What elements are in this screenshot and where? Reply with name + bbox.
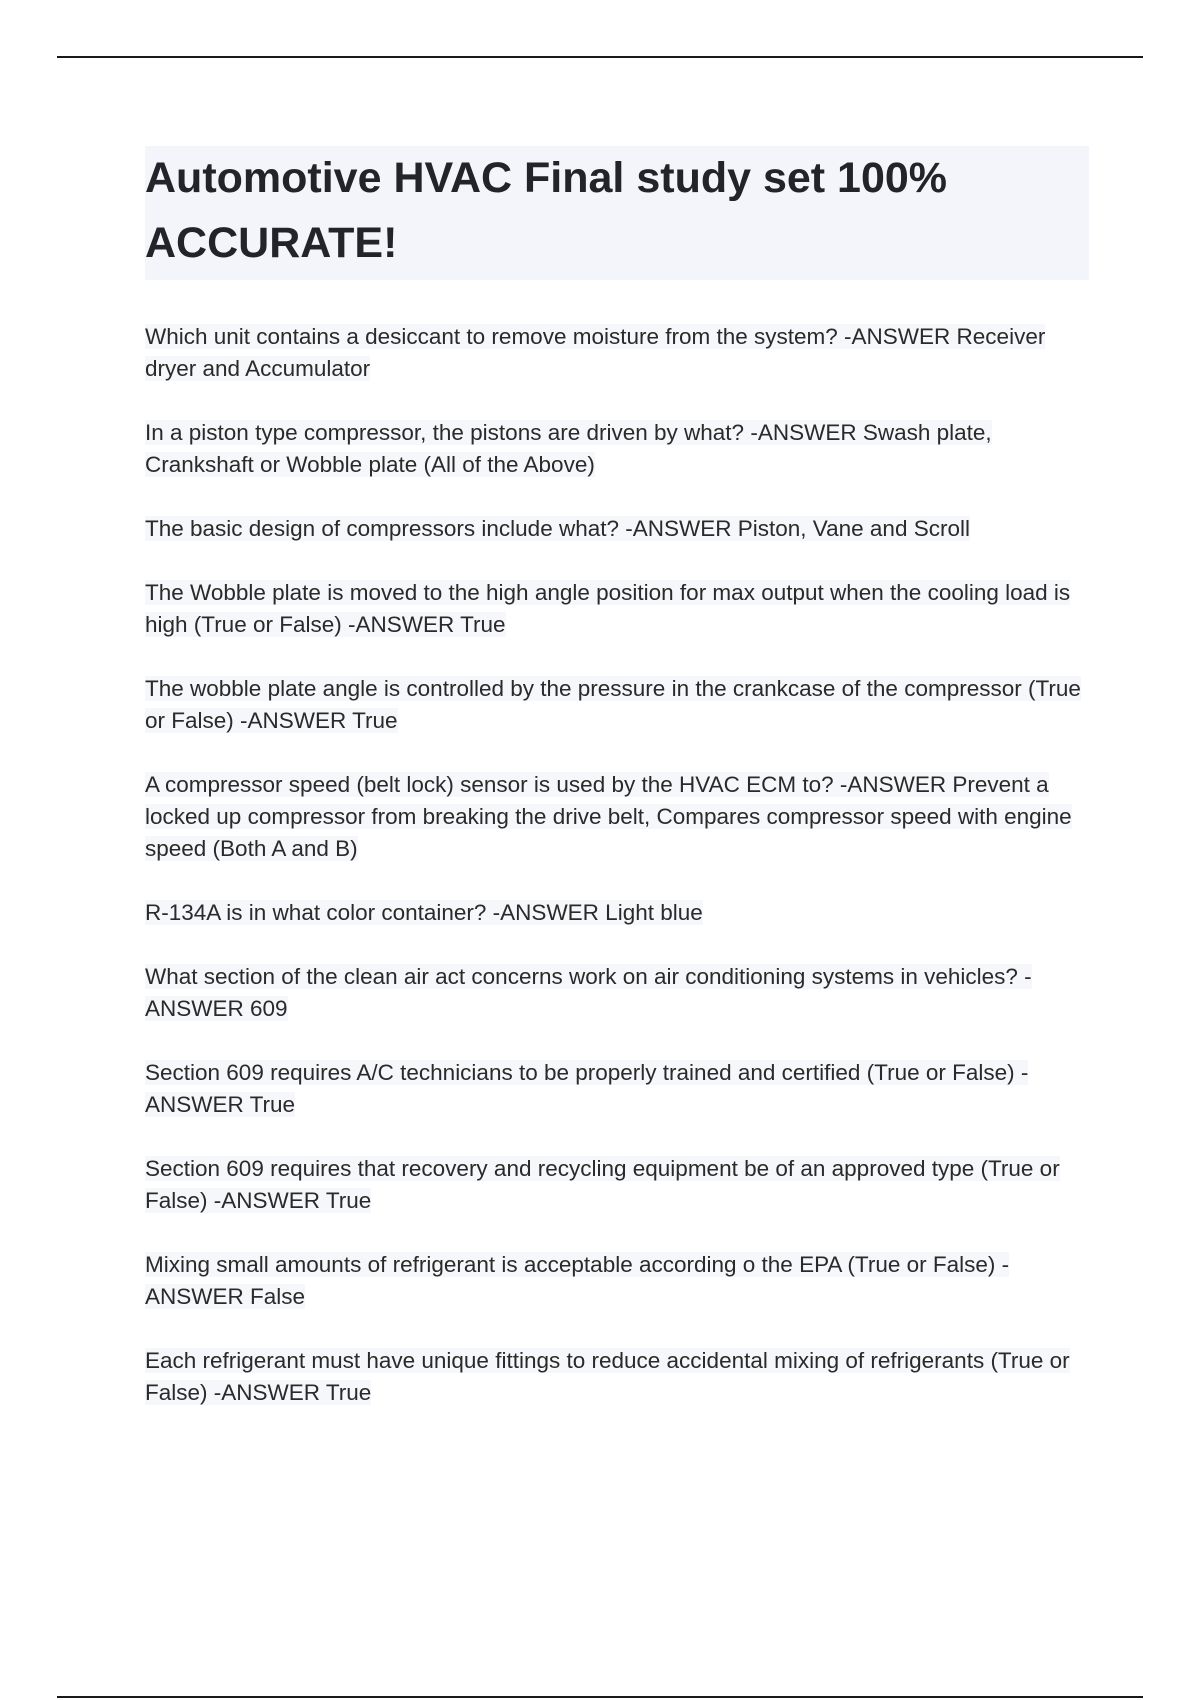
qa-text: Section 609 requires that recovery and recycling equipment be of an approved type (True or False) -ANSWER True bbox=[145, 1156, 1060, 1213]
qa-item bbox=[145, 673, 1089, 737]
document-title: Automotive HVAC Final study set 100% ACCURATE! bbox=[145, 146, 1089, 280]
top-rule bbox=[57, 56, 1143, 58]
qa-text: Which unit contains a desiccant to remove moisture from the system? -ANSWER Receiver dryer and Accumulator bbox=[145, 324, 1046, 381]
qa-text: R-134A is in what color container? -ANSWER Light blue bbox=[145, 900, 703, 925]
document-body bbox=[145, 146, 1089, 1441]
qa-item bbox=[145, 321, 1089, 385]
qa-text: The wobble plate angle is controlled by the pressure in the crankcase of the compressor (True or False) -ANSWER True bbox=[145, 676, 1081, 733]
qa-text: The Wobble plate is moved to the high angle position for max output when the cooling load is high (True or False) -ANSWER True bbox=[145, 580, 1071, 637]
qa-text: What section of the clean air act concerns work on air conditioning systems in vehicles? -ANSWER 609 bbox=[145, 964, 1032, 1021]
qa-text: Mixing small amounts of refrigerant is acceptable according o the EPA (True or False) -ANSWER False bbox=[145, 1252, 1010, 1309]
qa-item bbox=[145, 961, 1089, 1025]
qa-item bbox=[145, 1057, 1089, 1121]
qa-item bbox=[145, 769, 1089, 865]
qa-item bbox=[145, 1153, 1089, 1217]
qa-text: A compressor speed (belt lock) sensor is used by the HVAC ECM to? -ANSWER Prevent a locked up compressor from breaking the drive belt, Compares compressor speed with engine speed (Both A and B) bbox=[145, 772, 1072, 861]
qa-text: Section 609 requires A/C technicians to be properly trained and certified (True or False) -ANSWER True bbox=[145, 1060, 1029, 1117]
qa-item bbox=[145, 417, 1089, 481]
qa-item bbox=[145, 897, 1089, 929]
qa-text: Each refrigerant must have unique fittings to reduce accidental mixing of refrigerants (True or False) -ANSWER True bbox=[145, 1348, 1070, 1405]
qa-item bbox=[145, 513, 1089, 545]
qa-list bbox=[145, 321, 1089, 1409]
qa-item bbox=[145, 1345, 1089, 1409]
bottom-rule bbox=[57, 1696, 1143, 1698]
qa-text: In a piston type compressor, the pistons are driven by what? -ANSWER Swash plate, Crankshaft or Wobble plate (All of the Above) bbox=[145, 420, 992, 477]
qa-item bbox=[145, 577, 1089, 641]
qa-text: The basic design of compressors include what? -ANSWER Piston, Vane and Scroll bbox=[145, 516, 970, 541]
qa-item bbox=[145, 1249, 1089, 1313]
